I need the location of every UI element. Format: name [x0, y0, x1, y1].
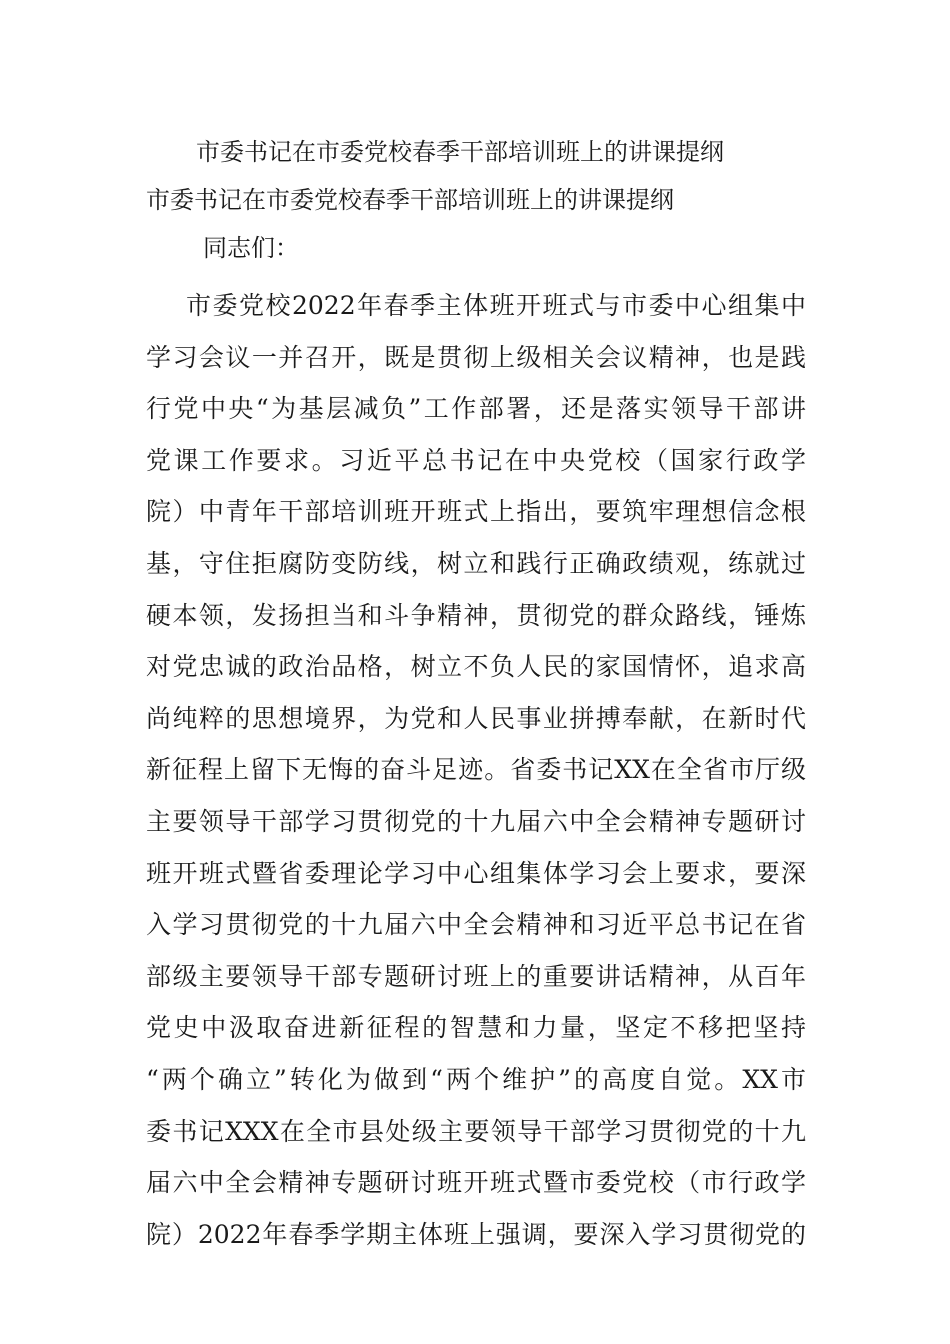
- body-line: 新征程上留下无悔的奋斗足迹。省委书记XX在全省市厅级: [146, 755, 806, 785]
- body-line: 行党中央“为基层减负”工作部署，还是落实领导干部讲: [146, 394, 806, 424]
- body-line: 对党忠诚的政治品格，树立不负人民的家国情怀，追求高: [146, 652, 806, 682]
- body-line: 届六中全会精神专题研讨班开班式暨市委党校（市行政学: [146, 1168, 806, 1198]
- body-line: 入学习贯彻党的十九届六中全会精神和习近平总书记在省: [146, 910, 806, 940]
- body-line: “两个确立”转化为做到“两个维护”的高度自觉。XX市: [146, 1064, 806, 1094]
- document-subtitle: 市委书记在市委党校春季干部培训班上的讲课提纲: [146, 186, 674, 214]
- body-line: 班开班式暨省委理论学习中心组集体学习会上要求，要深: [146, 858, 806, 888]
- body-line: 部级主要领导干部专题研讨班上的重要讲话精神，从百年: [146, 961, 806, 991]
- body-line: 院）中青年干部培训班开班式上指出，要筑牢理想信念根: [146, 497, 806, 527]
- body-line: 院）2022年春季学期主体班上强调，要深入学习贯彻党的: [146, 1219, 806, 1249]
- body-paragraph: [146, 280, 806, 1260]
- body-line: 市委党校2022年春季主体班开班式与市委中心组集中: [186, 291, 806, 320]
- body-line: 党课工作要求。习近平总书记在中央党校（国家行政学: [146, 445, 806, 475]
- body-line: 硬本领，发扬担当和斗争精神，贯彻党的群众路线，锤炼: [146, 600, 806, 630]
- body-line: 学习会议一并召开，既是贯彻上级相关会议精神，也是践: [146, 342, 806, 372]
- body-line: 基，守住拒腐防变防线，树立和践行正确政绩观，练就过: [146, 548, 806, 578]
- body-line: 主要领导干部学习贯彻党的十九届六中全会精神专题研讨: [146, 806, 806, 836]
- body-line: 尚纯粹的思想境界，为党和人民事业拼搏奉献，在新时代: [146, 703, 806, 733]
- body-line: 委书记XXX在全市县处级主要领导干部学习贯彻党的十九: [146, 1116, 806, 1146]
- salutation: 同志们：: [203, 234, 299, 262]
- body-line: 党史中汲取奋进新征程的智慧和力量，坚定不移把坚持: [146, 1013, 806, 1043]
- document-title: 市委书记在市委党校春季干部培训班上的讲课提纲: [196, 138, 724, 166]
